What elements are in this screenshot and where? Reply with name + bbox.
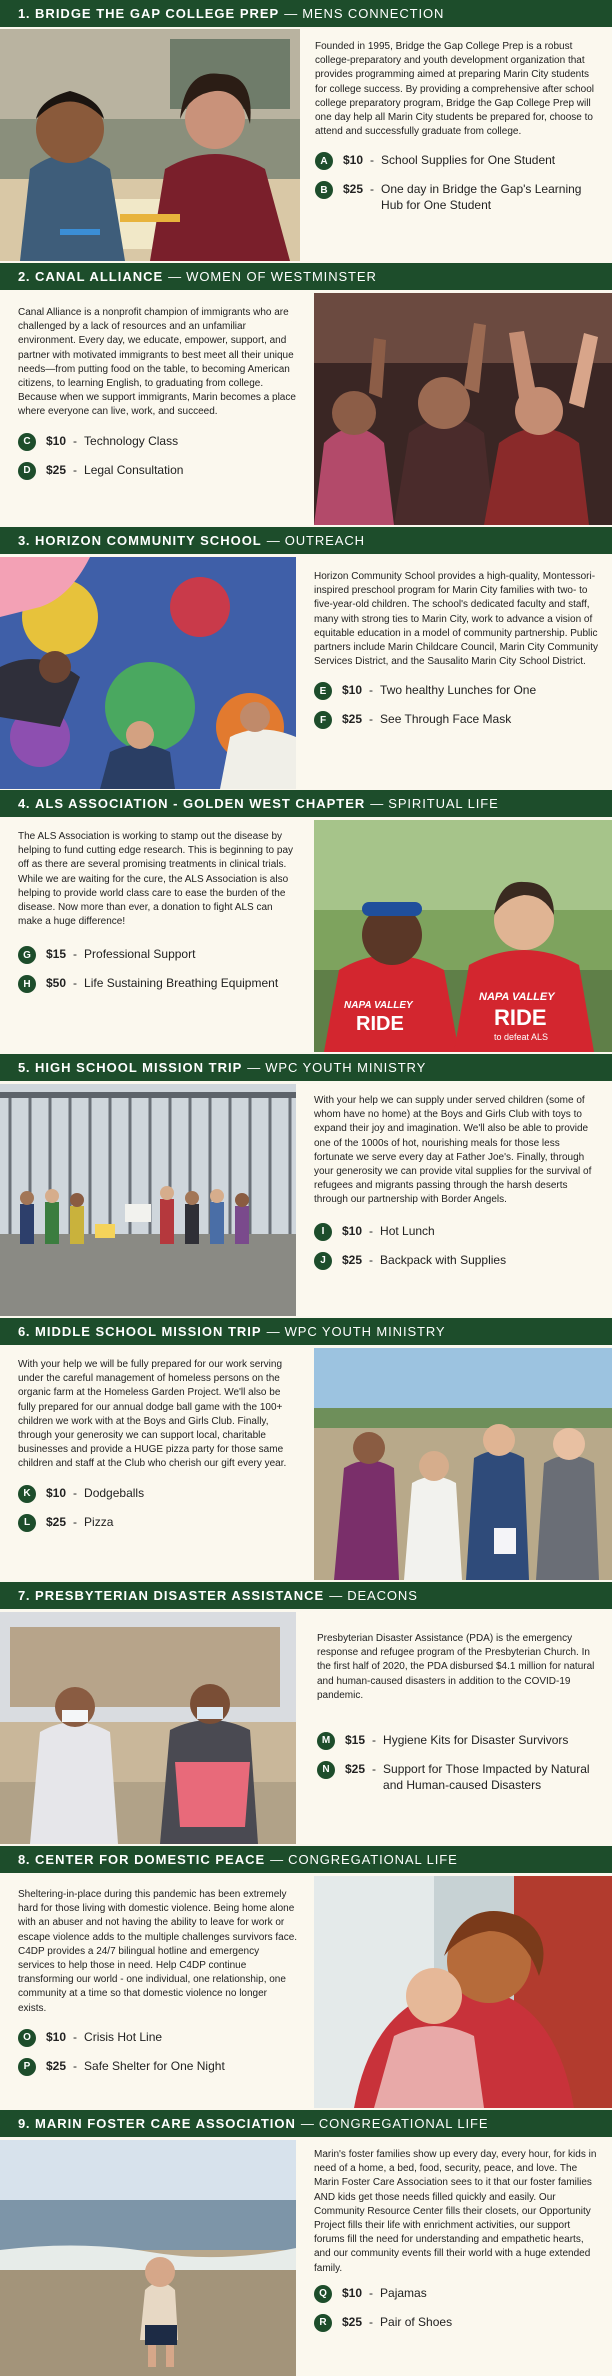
gift-amount: $10: [342, 2285, 363, 2300]
gift-amount: $25: [46, 462, 67, 477]
section-text: [18, 1888, 298, 2076]
photo-masked-volunteers: [0, 1612, 296, 1844]
gift-amount: $25: [343, 182, 364, 197]
gift-description: Professional Support: [84, 947, 196, 962]
gift-description: Legal Consultation: [84, 462, 184, 477]
section-header: 7. PRESBYTERIAN DISASTER ASSISTANCE — DEACONS: [0, 1582, 612, 1609]
section-canal-alliance: [0, 263, 612, 527]
gift-option[interactable]: C $10 - Technology Class: [18, 434, 298, 451]
gift-description: Pizza: [84, 1514, 114, 1529]
gift-option[interactable]: B $25 - One day in Bridge the Gap's Learning Hub for One Student: [315, 182, 597, 213]
gift-description: Backpack with Supplies: [380, 1252, 507, 1267]
section-subtitle: OUTREACH: [284, 533, 365, 548]
gift-letter-badge: H: [18, 975, 36, 993]
gift-amount: $25: [342, 2314, 363, 2329]
gift-amount: $10: [46, 433, 67, 448]
gift-amount: $25: [342, 1252, 363, 1267]
section-bridge-the-gap: [0, 0, 612, 263]
photo-children-on-rug: [0, 557, 296, 789]
gift-option[interactable]: M $15 - Hygiene Kits for Disaster Survivors: [317, 1733, 599, 1750]
section-high-school-mission: [0, 1054, 612, 1318]
section-middle-school-mission: [0, 1318, 612, 1582]
gift-option[interactable]: A $10 - School Supplies for One Student: [315, 153, 597, 170]
gift-description: Two healthy Lunches for One: [380, 683, 537, 698]
gift-description: Life Sustaining Breathing Equipment: [84, 976, 279, 991]
section-marin-foster-care: [0, 2110, 612, 2376]
gift-option[interactable]: D $25 - Legal Consultation: [18, 463, 298, 480]
gift-amount: $50: [46, 976, 67, 991]
section-description: With your help we will be fully prepared for our work serving under the careful management of homeless persons on the organic farm at the Homeless Garden Project. We'll also be fully prepared for our annual dodge ball game with the 100+ children we work with at the Boys and Girls Club. Finally, through your generosity we can support local, charitable businesses and provide a HUGE pizza party for those same children and staff at the Club who cherish our gift every year.: [18, 1359, 287, 1470]
section-number: 4.: [18, 796, 31, 811]
shirt-text: RIDE: [356, 1013, 404, 1035]
section-number: 6.: [18, 1324, 31, 1339]
gift-letter-badge: K: [18, 1485, 36, 1503]
gift-letter-badge: O: [18, 2029, 36, 2047]
section-text: [18, 306, 298, 480]
section-text: [315, 40, 597, 214]
gift-description: Dodgeballs: [84, 1485, 145, 1500]
gift-amount: $15: [345, 1732, 366, 1747]
section-number: 5.: [18, 1060, 31, 1075]
gift-description: See Through Face Mask: [380, 712, 512, 727]
gift-description: Crisis Hot Line: [84, 2029, 163, 2044]
photo-embrace: [314, 1876, 612, 2108]
section-description: Horizon Community School provides a high-quality, Montessori-inspired preschool program for Marin City families with two- to five-year-old children. The school's dedicated faculty and staff, many with strong ties to Marin City, work to advance a vision of equitable education in a model of community partnership. Public partners include Marin Childcare Council, Marin City Community Services District, and the Sausalito Marin City School District.: [314, 571, 598, 668]
gift-option[interactable]: Q $10 - Pajamas: [314, 2286, 598, 2303]
gift-option[interactable]: R $25 - Pair of Shoes: [314, 2315, 598, 2332]
gift-amount: $25: [46, 2058, 67, 2073]
gift-option[interactable]: J $25 - Backpack with Supplies: [314, 1253, 598, 1270]
gift-description: Safe Shelter for One Night: [84, 2058, 225, 2073]
section-number: 8.: [18, 1852, 31, 1867]
section-horizon-school: [0, 527, 612, 790]
section-text: [317, 1632, 599, 1793]
section-domestic-peace: [0, 1846, 612, 2110]
section-description: Sheltering-in-place during this pandemic has been extremely hard for those living with domestic violence. Being home alone with an abuser and not having the ability to leave for work or escape violence adds to the multiple challenges survivors face. C4DP provides a 24/7 bilingual hotline and emergency services to help those in need. Help C4DP continue transforming our world - one individual, one relationship, one community at a time so that domestic violence no longer exists.: [18, 1889, 298, 2014]
section-description: The ALS Association is working to stamp out the disease by helping to fund cutting edge research. This is beginning to pay off as there are several promising treatments in clinical trials. While we are waiting for the cure, the ALS Association is also helping to provide world class care to ease the burden of the disease. Now more than ever, a donation to fight ALS can make a huge difference!: [18, 831, 293, 928]
section-subtitle: CONGREGATIONAL LIFE: [318, 2116, 489, 2131]
section-title: MIDDLE SCHOOL MISSION TRIP: [35, 1324, 262, 1339]
photo-child-on-beach: [0, 2140, 296, 2376]
section-header: 2. CANAL ALLIANCE — WOMEN OF WESTMINSTER: [0, 263, 612, 290]
section-header: 6. MIDDLE SCHOOL MISSION TRIP — WPC YOUTH MINISTRY: [0, 1318, 612, 1345]
gift-amount: $10: [343, 153, 364, 168]
photo-children-with-teacher: [0, 29, 300, 261]
section-description: Presbyterian Disaster Assistance (PDA) is the emergency response and refugee program of the Presbyterian Church. In the first half of 2020, the PDA disbursed $4.1 million for natural and human-caused disasters in addition to the COVID-19 pandemic.: [317, 1633, 595, 1701]
gift-amount: $25: [46, 1514, 67, 1529]
shirt-text: NAPA VALLEY: [479, 991, 555, 1003]
photo-youth-group-at-border: [0, 1084, 296, 1316]
section-description: With your help we can supply under served children (some of whom have no home) at the Boys and Girls Club with toys to expand their joy and imagination. We'll also be able to provide one of the 1000s of hot, nourishing meals for those less fortunate we serve every day at Father Joe's. Finally, through your generosity we can provide vital supplies for the survival of refugees and migrants passing through the harsh deserts through our partnership with Border Angels.: [314, 1095, 592, 1206]
photo-students-on-beach: [314, 1348, 612, 1580]
section-text: [18, 830, 298, 993]
gift-letter-badge: Q: [314, 2285, 332, 2303]
section-subtitle: DEACONS: [347, 1588, 418, 1603]
section-subtitle: MENS CONNECTION: [302, 6, 445, 21]
gift-description: Technology Class: [84, 433, 179, 448]
section-header: 8. CENTER FOR DOMESTIC PEACE — CONGREGATIONAL LIFE: [0, 1846, 612, 1873]
gift-amount: $10: [342, 1223, 363, 1238]
gift-letter-badge: B: [315, 181, 333, 199]
section-title: PRESBYTERIAN DISASTER ASSISTANCE: [35, 1588, 325, 1603]
gift-description: Pair of Shoes: [380, 2314, 453, 2329]
gift-option[interactable]: F $25 - See Through Face Mask: [314, 712, 598, 729]
photo-als-riders: [314, 820, 612, 1052]
shirt-text: to defeat ALS: [494, 1032, 549, 1042]
section-subtitle: SPIRITUAL LIFE: [388, 796, 499, 811]
gift-description: Pajamas: [380, 2285, 427, 2300]
section-title: ALS ASSOCIATION - GOLDEN WEST CHAPTER: [35, 796, 366, 811]
shirt-text: NAPA VALLEY: [344, 1000, 413, 1011]
section-number: 2.: [18, 269, 31, 284]
gift-letter-badge: P: [18, 2058, 36, 2076]
gift-letter-badge: N: [317, 1761, 335, 1779]
section-number: 7.: [18, 1588, 31, 1603]
section-header: 5. HIGH SCHOOL MISSION TRIP — WPC YOUTH MINISTRY: [0, 1054, 612, 1081]
gift-description: School Supplies for One Student: [381, 153, 556, 168]
section-subtitle: WPC YOUTH MINISTRY: [284, 1324, 446, 1339]
gift-option[interactable]: O $10 - Crisis Hot Line: [18, 2030, 298, 2047]
gift-option[interactable]: E $10 - Two healthy Lunches for One: [314, 683, 598, 700]
section-title: CENTER FOR DOMESTIC PEACE: [35, 1852, 266, 1867]
gift-option[interactable]: P $25 - Safe Shelter for One Night: [18, 2059, 298, 2076]
section-header: 9. MARIN FOSTER CARE ASSOCIATION — CONGREGATIONAL LIFE: [0, 2110, 612, 2137]
gift-amount: $10: [342, 683, 363, 698]
gift-option[interactable]: I $10 - Hot Lunch: [314, 1224, 598, 1241]
section-description: Founded in 1995, Bridge the Gap College Prep is a robust college-preparatory and youth development organization that provides programming aimed at preparing Marin City students for college success. By providing a comprehensive after school college preparatory program, Bridge the Gap College Prep will one day help all Marin City students be prepared for, choose to attend and successfully graduate from college.: [315, 41, 595, 138]
gift-amount: $15: [46, 947, 67, 962]
section-title: HORIZON COMMUNITY SCHOOL: [35, 533, 262, 548]
section-description: Canal Alliance is a nonprofit champion of immigrants who are challenged by a lack of resources and an unfamiliar environment. Every day, we educate, empower, support, and partner with motivated immigrants to best meet all their unique needs—from putting food on the table, to becoming American citizens, to learning English, to graduating from college. Because when we support immigrants, Marin becomes a place where everyone can live, work, and succeed.: [18, 307, 296, 418]
section-subtitle: WOMEN OF WESTMINSTER: [186, 269, 377, 284]
section-title: MARIN FOSTER CARE ASSOCIATION: [35, 2116, 296, 2131]
section-description: Marin's foster families show up every day, every hour, for kids in need of a home, a bed, food, security, peace, and love. The Marin Foster Care Association sees to it that our foster families AND kids get those needs filled quickly and easily. Our Community Resource Center fills their closets, our Opportunity Project fills their life with enrichment activities, our support forums fill the need for understanding and empathetic hearts, and our community events fill their world with a huge extended family.: [314, 2149, 597, 2274]
section-title: BRIDGE THE GAP COLLEGE PREP: [35, 6, 280, 21]
section-subtitle: WPC YOUTH MINISTRY: [265, 1060, 427, 1075]
section-text: [18, 1358, 298, 1532]
section-text: [314, 1094, 598, 1270]
gift-letter-badge: F: [314, 711, 332, 729]
photo-citizenship-oath: [314, 293, 612, 525]
section-presbyterian-disaster: [0, 1582, 612, 1846]
gift-option[interactable]: L $25 - Pizza: [18, 1515, 298, 1532]
section-title: HIGH SCHOOL MISSION TRIP: [35, 1060, 243, 1075]
gift-amount: $25: [345, 1761, 366, 1776]
gift-description: Support for Those Impacted by Natural and Human-caused Disasters: [383, 1761, 590, 1792]
section-number: 9.: [18, 2116, 31, 2131]
section-title: CANAL ALLIANCE: [35, 269, 164, 284]
gift-letter-badge: D: [18, 462, 36, 480]
section-header: 1. BRIDGE THE GAP COLLEGE PREP — MENS CONNECTION: [0, 0, 612, 27]
gift-letter-badge: A: [315, 152, 333, 170]
gift-option[interactable]: K $10 - Dodgeballs: [18, 1486, 298, 1503]
gift-amount: $10: [46, 1485, 67, 1500]
gift-amount: $10: [46, 2029, 67, 2044]
section-als-association: [0, 790, 612, 1054]
section-header: 4. ALS ASSOCIATION - GOLDEN WEST CHAPTER — SPIRITUAL LIFE: [0, 790, 612, 817]
gift-description: Hygiene Kits for Disaster Survivors: [383, 1732, 569, 1747]
gift-option[interactable]: N $25 - Support for Those Impacted by Natural and Human-caused Disasters: [317, 1762, 599, 1793]
gift-letter-badge: L: [18, 1514, 36, 1532]
section-subtitle: CONGREGATIONAL LIFE: [288, 1852, 458, 1867]
section-text: [314, 2148, 598, 2332]
gift-amount: $25: [342, 712, 363, 727]
gift-letter-badge: R: [314, 2314, 332, 2332]
gift-description: One day in Bridge the Gap's Learning Hub for One Student: [381, 182, 582, 212]
section-header: 3. HORIZON COMMUNITY SCHOOL — OUTREACH: [0, 527, 612, 554]
gift-letter-badge: C: [18, 433, 36, 451]
shirt-text: RIDE: [494, 1005, 547, 1030]
gift-option[interactable]: G $15 - Professional Support: [18, 947, 298, 964]
section-text: [314, 570, 598, 729]
gift-letter-badge: I: [314, 1223, 332, 1241]
gift-description: Hot Lunch: [380, 1223, 435, 1238]
gift-letter-badge: E: [314, 682, 332, 700]
section-number: 1.: [18, 6, 31, 21]
gift-option[interactable]: H $50 - Life Sustaining Breathing Equipment: [18, 976, 298, 993]
gift-letter-badge: J: [314, 1252, 332, 1270]
gift-letter-badge: M: [317, 1732, 335, 1750]
section-number: 3.: [18, 533, 31, 548]
gift-letter-badge: G: [18, 946, 36, 964]
